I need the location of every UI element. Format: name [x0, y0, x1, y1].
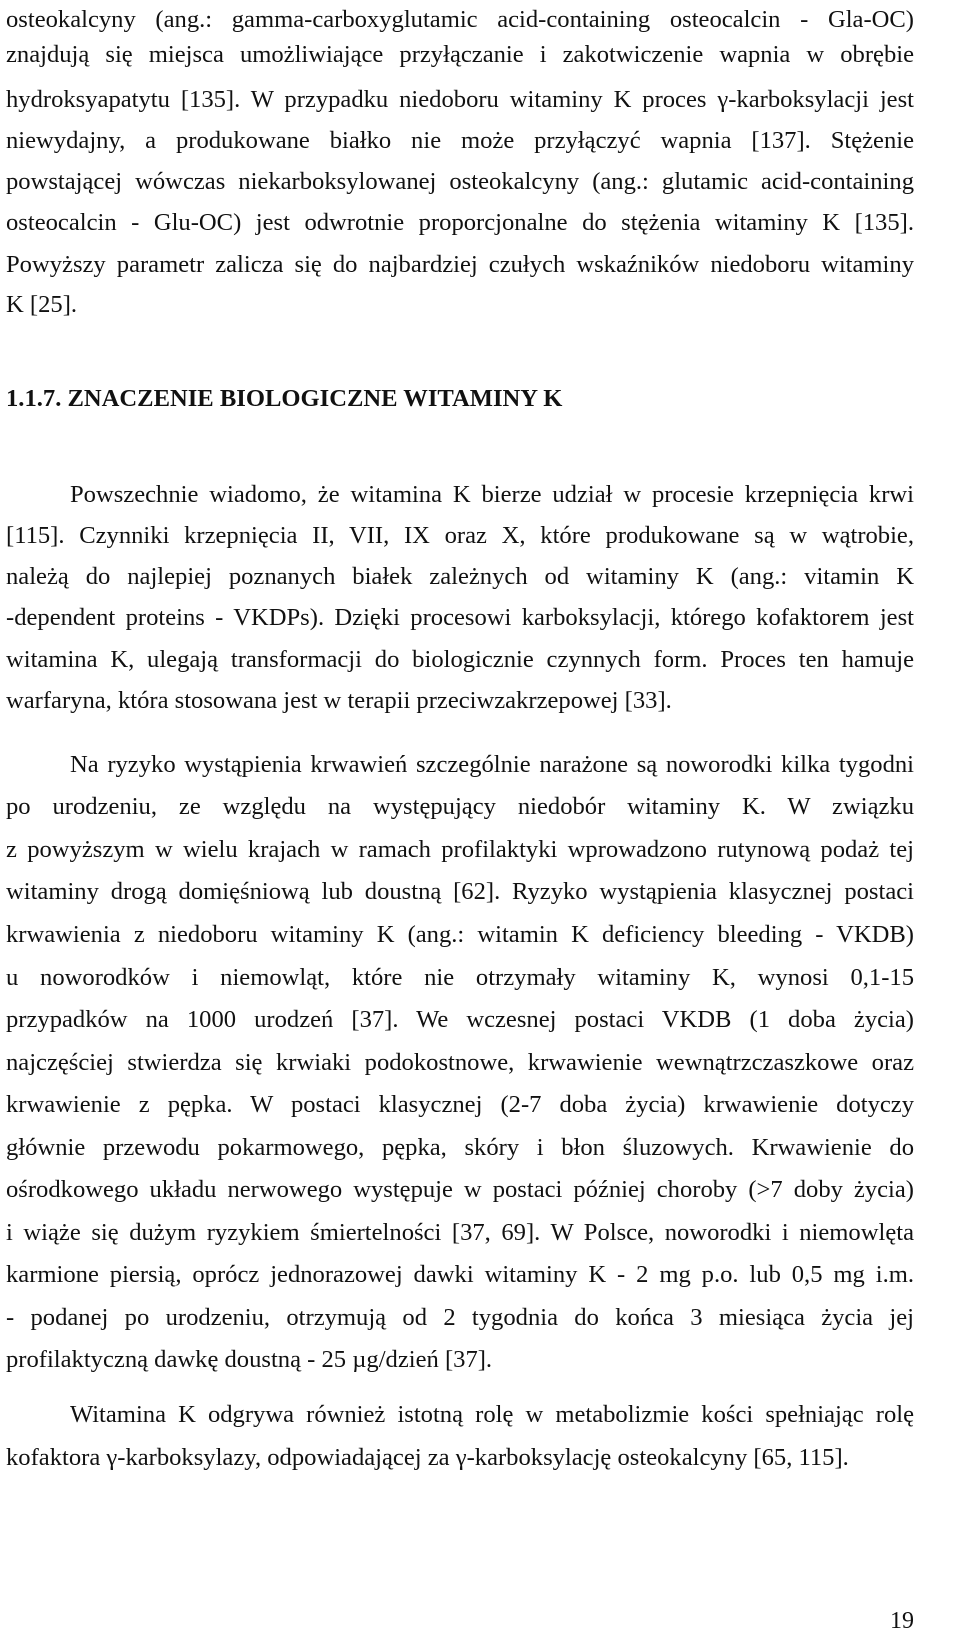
text-line: najczęściej stwierdza się krwiaki podokostnowe, krwawienie wewnątrzczaszkowe oraz: [6, 1049, 914, 1076]
text-line: po urodzeniu, ze względu na występujący niedobór witaminy K. W związku: [6, 793, 914, 820]
text-line: hydroksyapatytu [135]. W przypadku niedoboru witaminy K proces γ-karboksylacji jest: [6, 86, 914, 113]
text-line: karmione piersią, oprócz jednorazowej dawki witaminy K - 2 mg p.o. lub 0,5 mg i.m.: [6, 1261, 914, 1288]
section-heading: 1.1.7. ZNACZENIE BIOLOGICZNE WITAMINY K: [6, 385, 563, 412]
text-line: K [25].: [6, 291, 78, 318]
text-line: - podanej po urodzeniu, otrzymują od 2 tygodnia do końca 3 miesiąca życia jej: [6, 1304, 914, 1331]
text-line: witaminy drogą domięśniową lub doustną [62]. Ryzyko wystąpienia klasycznej postaci: [6, 878, 914, 905]
text-line: Na ryzyko wystąpienia krwawień szczególnie narażone są noworodki kilka tygodni: [70, 751, 914, 778]
text-line: należą do najlepiej poznanych białek zależnych od witaminy K (ang.: vitamin K: [6, 563, 914, 590]
text-line: -dependent proteins - VKDPs). Dzięki procesowi karboksylacji, którego kofaktorem jest: [6, 604, 914, 631]
text-line: kofaktora γ-karboksylazy, odpowiadającej za γ-karboksylację osteokalcyny [65, 115].: [6, 1444, 849, 1471]
text-line: głównie przewodu pokarmowego, pępka, skóry i błon śluzowych. Krwawienie do: [6, 1134, 914, 1161]
text-line: osteocalcin - Glu-OC) jest odwrotnie proporcjonalne do stężenia witaminy K [135].: [6, 209, 914, 236]
text-line: [115]. Czynniki krzepnięcia II, VII, IX oraz X, które produkowane są w wątrobie,: [6, 522, 914, 549]
text-line: krwawienie z pępka. W postaci klasycznej (2-7 doba życia) krwawienie dotyczy: [6, 1091, 914, 1118]
text-line: Powszechnie wiadomo, że witamina K bierze udział w procesie krzepnięcia krwi: [70, 481, 914, 508]
text-line: warfaryna, która stosowana jest w terapii przeciwzakrzepowej [33].: [6, 687, 672, 714]
text-line: z powyższym w wielu krajach w ramach profilaktyki wprowadzono rutynową podaż tej: [6, 836, 914, 863]
text-line: osteokalcyny (ang.: gamma-carboxyglutamic acid-containing osteocalcin - Gla-OC): [6, 6, 914, 33]
text-line: niewydajny, a produkowane białko nie może przyłączyć wapnia [137]. Stężenie: [6, 127, 914, 154]
text-line: Witamina K odgrywa również istotną rolę w metabolizmie kości spełniając rolę: [70, 1401, 914, 1428]
text-line: krwawienia z niedoboru witaminy K (ang.: witamin K deficiency bleeding - VKDB): [6, 921, 914, 948]
text-line: witamina K, ulegają transformacji do biologicznie czynnych form. Proces ten hamuje: [6, 646, 914, 673]
text-line: profilaktyczną dawkę doustną - 25 µg/dzień [37].: [6, 1346, 493, 1373]
page-number: 19: [890, 1608, 914, 1634]
text-line: powstającej wówczas niekarboksylowanej osteokalcyny (ang.: glutamic acid-containing: [6, 168, 914, 195]
text-line: Powyższy parametr zalicza się do najbardziej czułych wskaźników niedoboru witaminy: [6, 251, 914, 278]
text-line: i wiąże się dużym ryzykiem śmiertelności [37, 69]. W Polsce, noworodki i niemowlęta: [6, 1219, 914, 1246]
text-line: ośrodkowego układu nerwowego występuje w postaci później choroby (>7 doby życia): [6, 1176, 914, 1203]
text-line: przypadków na 1000 urodzeń [37]. We wczesnej postaci VKDB (1 doba życia): [6, 1006, 914, 1033]
text-line: znajdują się miejsca umożliwiające przyłączanie i zakotwiczenie wapnia w obrębie: [6, 41, 914, 68]
text-line: u noworodków i niemowląt, które nie otrzymały witaminy K, wynosi 0,1-15: [6, 964, 914, 991]
